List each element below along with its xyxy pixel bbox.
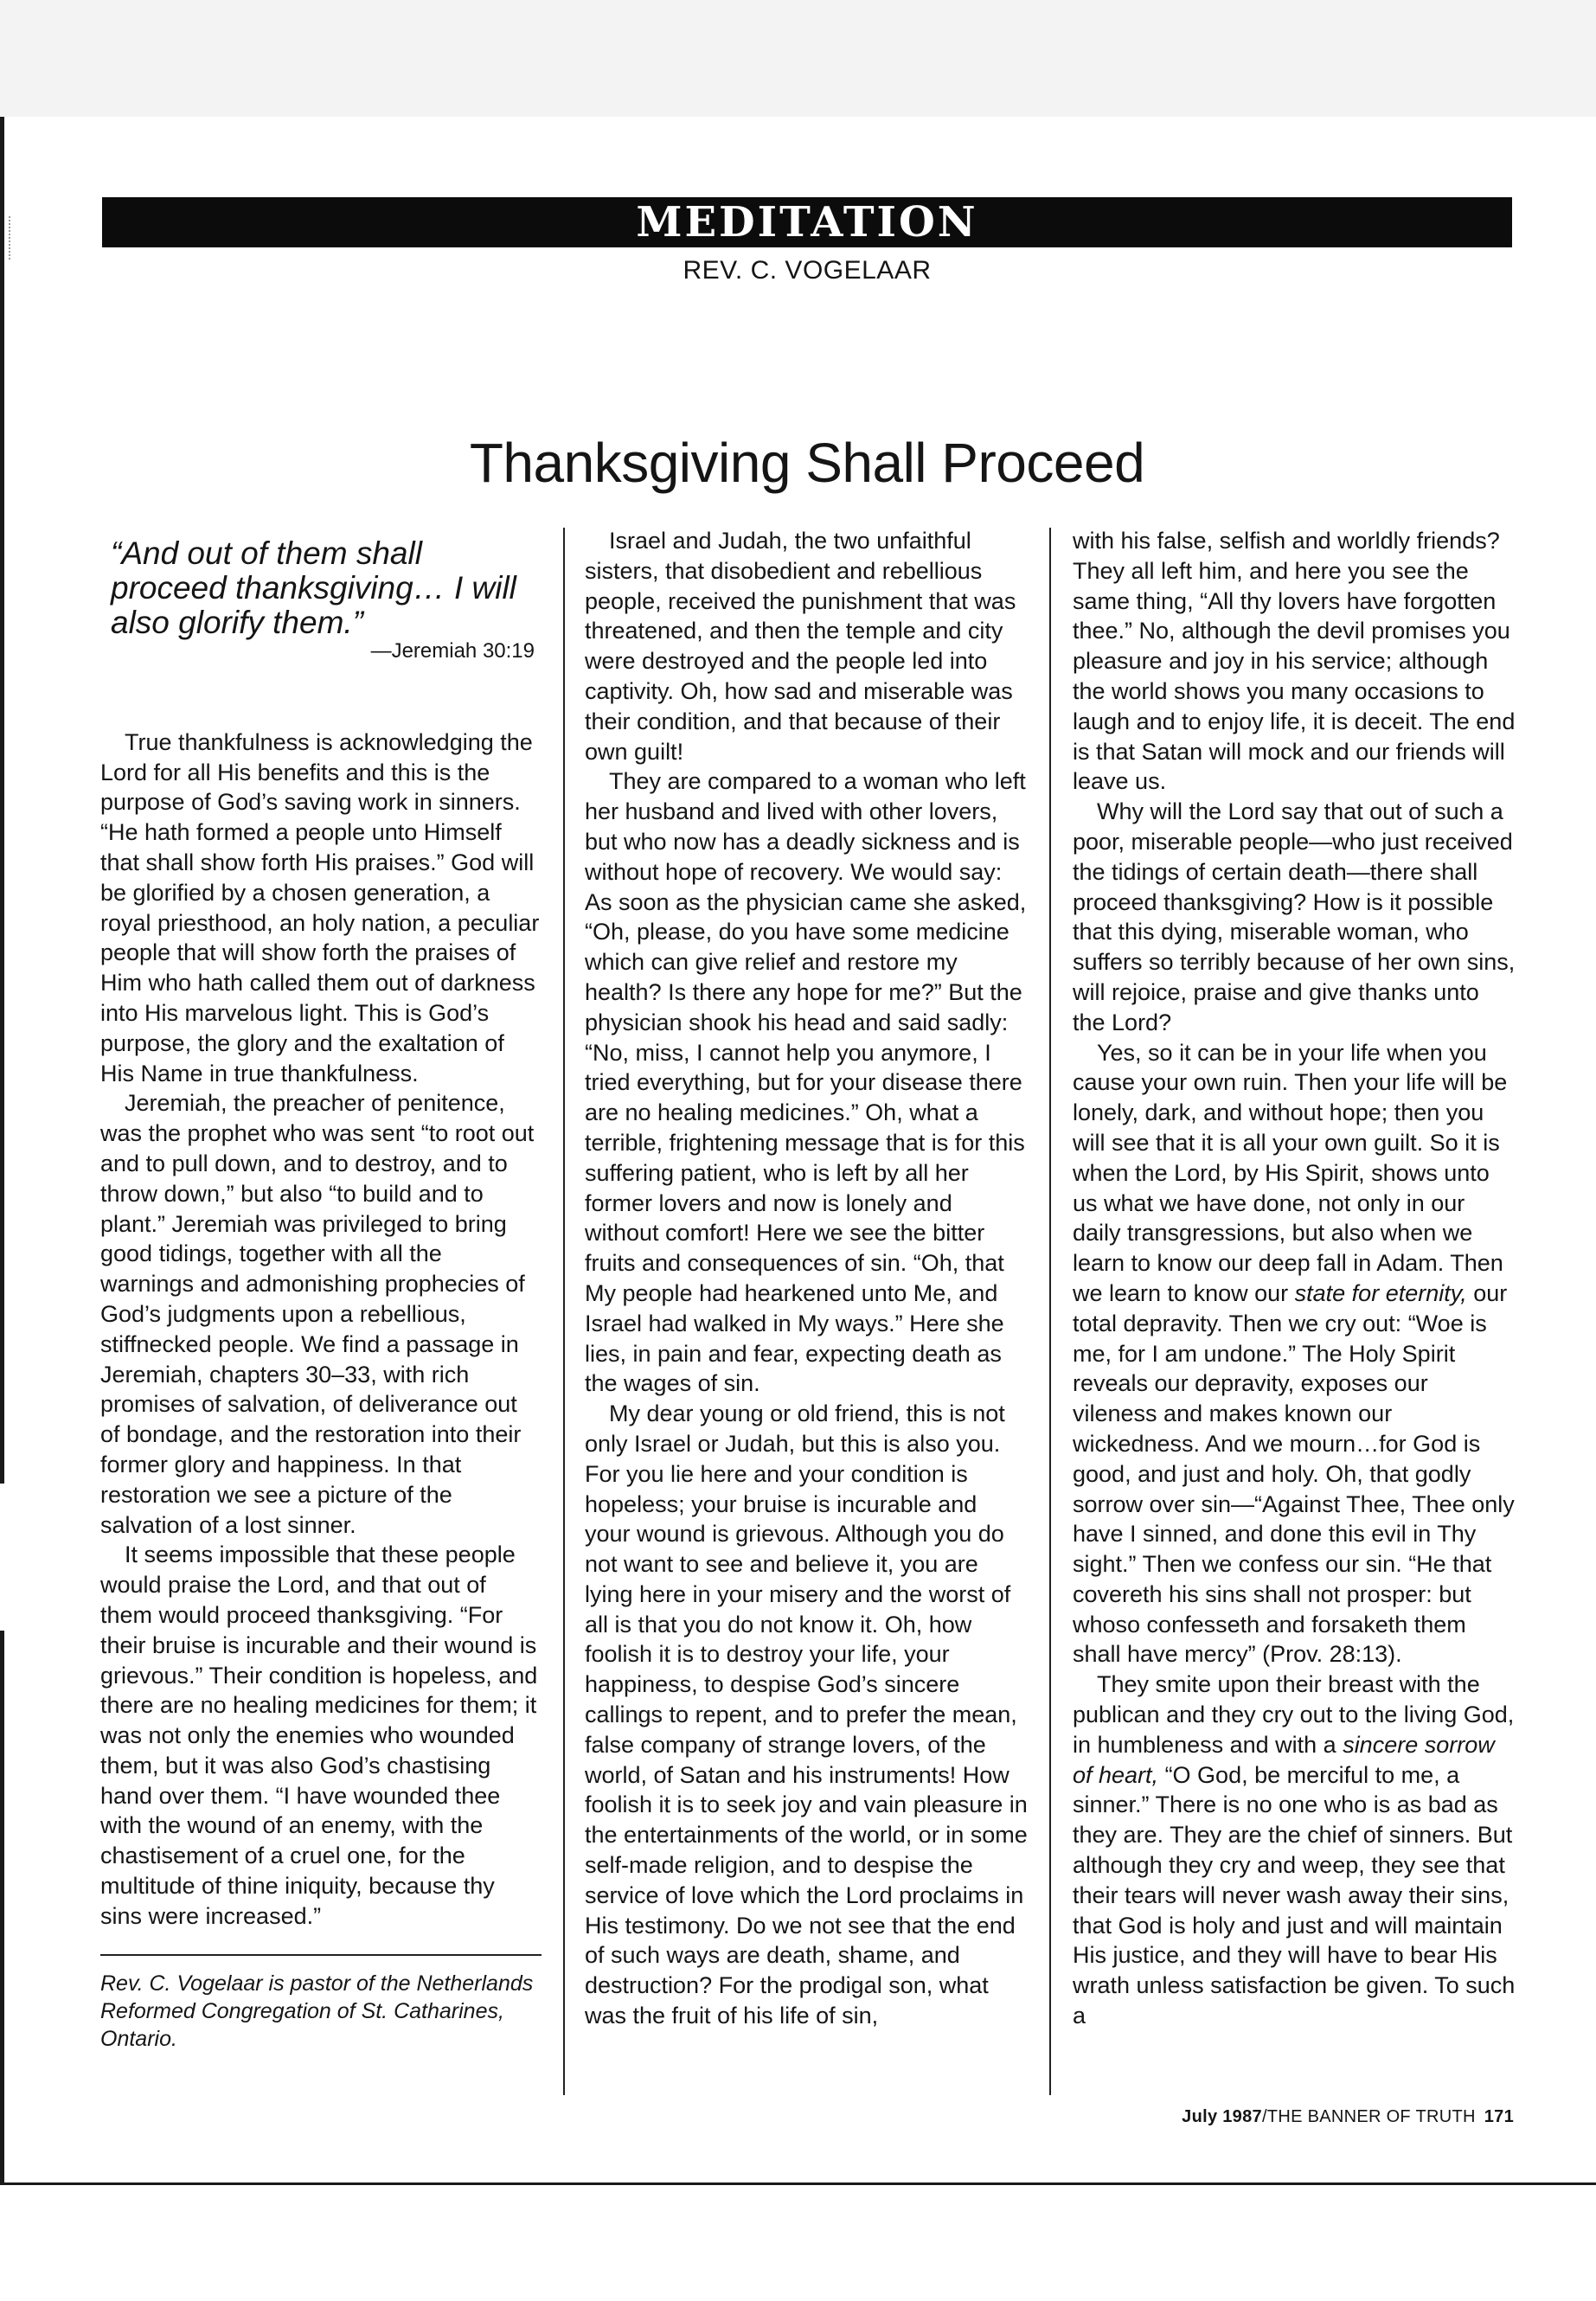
section-title: MEDITATION bbox=[636, 198, 978, 247]
scan-left-edge-lower bbox=[0, 1631, 4, 2184]
text-run: Yes, so it can be in your life when you cause your own ruin. Then your life will be lonely, dark, and without hope; then you will see that it is all your own guilt. So it is when the Lord, by His Spirit, shows unto us what we have done, not only in our daily transgressions, but also when we learn to know our deep fall in Adam. Then we learn to know our bbox=[1073, 1039, 1508, 1306]
scan-left-edge bbox=[0, 117, 4, 1484]
paragraph: Israel and Judah, the two unfaithful sisters, that disobedient and rebellious people, received the punishment that was threatened, and then the temple and city were destroyed and the people led into captivity. Oh, how sad and miserable was their condition, and that because of their own guilt! bbox=[585, 528, 1016, 765]
publication-name: /THE BANNER OF TRUTH bbox=[1261, 2107, 1476, 2126]
article-title: Thanksgiving Shall Proceed bbox=[469, 432, 1145, 494]
text-run: our total depravity. Then we cry out: “Woe is me, for I am undone.” The Holy Spirit reveals our depravity, exposes our vileness and makes known our wickedness. And we mourn…for God is good, and just and holy. Oh, that godly sorrow over sin—“Against Thee, Thee only have I sinned, and done this evil in Thy sight.” Then we confess our sin. “He that covereth his sins shall not prosper: but whoso confesseth and forsaketh them shall have mercy” (Prov. 28:13). bbox=[1073, 1279, 1515, 1668]
bio-divider bbox=[100, 1954, 542, 1956]
section-header-bar bbox=[102, 197, 1512, 247]
column-2 bbox=[585, 526, 1028, 2031]
epigraph-reference: —Jeremiah 30:19 bbox=[370, 639, 535, 663]
paragraph: True thankfulness is acknowledging the Lord for all His benefits and this is the purpose of God’s saving work in sinners. “He hath formed a people unto Himself that shall show forth His praises.” God will be glorified by a chosen generation, a royal priesthood, an holy nation, a peculiar people that will show forth the praises of Him who hath called them out of darkness into His marvelous light. This is God’s purpose, the glory and the exaltation of His Name in true thankfulness. bbox=[100, 728, 540, 1086]
paragraph bbox=[1073, 1038, 1516, 1670]
scan-bottom-edge bbox=[0, 2182, 1596, 2185]
emphasis: state for eternity, bbox=[1294, 1279, 1467, 1306]
paragraph: They are compared to a woman who left her husband and lived with other lovers, but who now has a deadly sickness and is without hope of recovery. We would say: As soon as the physician came she asked, “Oh, please, do you have some medicine which can give relief and restore my health? Is there any hope for me?” But the physician shook his head and said sadly: “No, miss, I cannot help you anymore, I tried everything, but for your disease there are no healing medicines.” Oh, what a terrible, frightening message that is for this suffering patient, who is left by all her former lovers and now is lonely and without comfort! Here we see the bitter fruits and consequences of sin. “Oh, that My people had hearkened unto Me, and Israel had walked in My ways.” Here she lies, in pain and fear, expecting death as the wages of sin. bbox=[585, 768, 1027, 1397]
paragraph: It seems impossible that these people would praise the Lord, and that out of them would proceed thanksgiving. “For their bruise is incurable and their wound is grievous.” Their condition is hopeless, and there are no healing medicines for them; it was not only the enemies who wounded them, but it was also God’s chastising hand over them. “I have wounded thee with the wound of an enemy, with the chastisement of a cruel one, for the multitude of thine iniquity, because thy sins were increased.” bbox=[100, 1541, 538, 1929]
paragraph: with his false, selfish and worldly friends? They all left him, and here you see the same thing, “All thy lovers have forgotten thee.” No, although the devil promises you pleasure and joy in his service; although the world shows you many occasions to laugh and to enjoy life, it is deceit. The end is that Satan will mock and our friends will leave us. bbox=[1073, 528, 1516, 795]
epigraph-quote: “And out of them shall proceed thanksgiving… I will also glorify them.” bbox=[111, 535, 516, 640]
binding-hole-mark bbox=[9, 216, 22, 260]
column-3 bbox=[1073, 526, 1516, 2031]
text-run: “O God, be merciful to me, a sinner.” There is no one who is as bad as they are. They are the chief of sinners. But although they cry and weep, they see that their tears will never wash away their sins, that God is holy and just and will maintain His justice, and they will have to bear His wrath unless satisfaction be given. To such a bbox=[1073, 1761, 1516, 2029]
issue-date: July 1987 bbox=[1182, 2107, 1262, 2126]
page-footer bbox=[1073, 2107, 1514, 2127]
paragraph bbox=[1073, 1670, 1516, 2031]
paragraph: My dear young or old friend, this is not only Israel or Judah, but this is also you. For you lie here and your condition is hopeless; your bruise is incurable and your wound is grievous. Although you do not want to see and believe it, you are lying here in your misery and the worst of all is that you do not know it. Oh, how foolish it is to destroy your life, your happiness, to despise God’s sincere callings to repent, and to prefer the mean, false company of strange lovers, of the world, of Satan and his instruments! How foolish it is to seek joy and vain pleasure in the entertainments of the world, or in some self-made religion, and to despise the service of love which the Lord proclaims in His testimony. Do we not see that the end of such ways are death, shame, and destruction? For the prodigal son, what was the fruit of his life of sin, bbox=[585, 1400, 1028, 2029]
page-number: 171 bbox=[1484, 2107, 1514, 2126]
column-divider-1 bbox=[563, 528, 565, 2095]
paragraph: Jeremiah, the preacher of penitence, was the prophet who was sent “to root out and to pull down, and to destroy, and to throw down,” but also “to build and to plant.” Jeremiah was privileged to bring good tidings, together with all the warnings and admonishing prophecies of God’s judgments upon a rebellious, stiffnecked people. We find a passage in Jeremiah, chapters 30–33, with rich promises of salvation, of deliverance out of bondage, and the restoration into their former glory and happiness. In that restoration we see a picture of the salvation of a lost sinner. bbox=[100, 1090, 535, 1538]
author-bio: Rev. C. Vogelaar is pastor of the Netherlands Reformed Congregation of St. Catharines, Ontario. bbox=[100, 1971, 534, 2051]
emphasis: sincere sorrow of heart, bbox=[1073, 1731, 1495, 1788]
scan-top-margin bbox=[0, 0, 1596, 117]
paragraph: Why will the Lord say that out of such a poor, miserable people—who just received the tidings of certain death—there shall proceed thanksgiving? How is it possible that this dying, miserable woman, who suffers so terribly because of her own sins, will rejoice, praise and give thanks unto the Lord? bbox=[1073, 798, 1516, 1035]
text-run: They smite upon their breast with the publican and they cry out to the living God, in humbleness and with a bbox=[1073, 1671, 1515, 1758]
column-1 bbox=[100, 526, 542, 2053]
author-byline: REV. C. VOGELAAR bbox=[683, 256, 932, 285]
column-divider-2 bbox=[1049, 528, 1051, 2095]
